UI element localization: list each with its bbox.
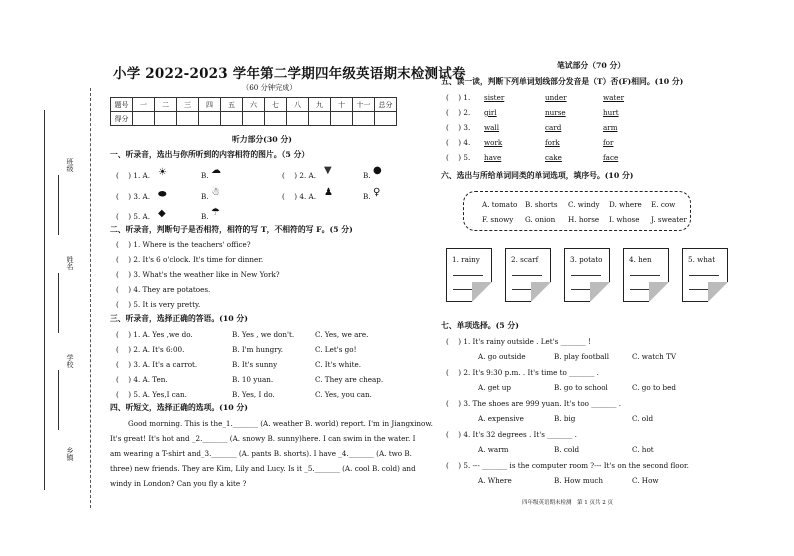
binding-line-inner — [44, 110, 45, 490]
word-card-label: 1. rainy — [452, 255, 480, 264]
word-card — [682, 248, 728, 302]
s3-question[interactable]: ( ) 1. A. Yes ,we do. — [116, 330, 193, 339]
answer-blank[interactable] — [689, 275, 719, 276]
shoes-icon: ◆ — [158, 208, 166, 219]
s5-word: under — [545, 93, 567, 102]
card-fold-corner — [531, 282, 551, 302]
s3-option-c[interactable]: C. They are cheap. — [315, 375, 384, 384]
s5-title: 五、读一读，判断下列单词划线部分发音是（T）否(F)相同。(10 分) — [441, 77, 684, 86]
s5-word: wall — [484, 123, 500, 132]
score-header-cell: 总分 — [375, 98, 397, 112]
exam-title: 小学 2022-2023 学年第二学期四年级英语期末检测试卷 — [113, 66, 466, 82]
s7-question[interactable]: ( ) 1. It's rainy outside . Let's _______ ! — [446, 337, 591, 346]
s7-title: 七、单项选择。(5 分) — [441, 321, 519, 330]
s5-word: face — [603, 153, 619, 162]
page-footer: 四年级英语期末检测 第 1 页共 2 页 — [522, 500, 613, 506]
card-fold-corner — [472, 282, 492, 302]
word-option: D. where — [609, 200, 642, 209]
answer-blank[interactable] — [571, 275, 601, 276]
time-note: （60 分钟完成） — [242, 83, 297, 92]
s4-title: 四、听短文，选择正确的选项。(10 分) — [110, 403, 248, 412]
s4-line-5: windy in London? Can you fly a kite ? — [110, 479, 247, 488]
s3-question[interactable]: ( ) 5. A. Yes,I can. — [116, 390, 187, 399]
s7-question[interactable]: ( ) 2. It's 9:30 p.m. . It's time to _______ . — [446, 368, 599, 377]
sun-icon: ☀ — [158, 167, 167, 178]
word-card — [446, 248, 492, 302]
score-cell[interactable] — [221, 112, 243, 126]
s7-option-c[interactable]: C. How — [632, 476, 659, 485]
umbrella-icon: ☂ — [211, 207, 220, 218]
s7-option-c[interactable]: C. watch TV — [632, 352, 677, 361]
s5-word: girl — [484, 108, 497, 117]
answer-blank[interactable] — [630, 275, 660, 276]
s1-q2-b[interactable]: B. — [363, 171, 371, 180]
score-cell[interactable] — [309, 112, 331, 126]
s3-question[interactable]: ( ) 3. A. It's a carrot. — [116, 360, 198, 369]
snowman-icon: ☃ — [211, 187, 220, 198]
s7-option-b[interactable]: B. go to school — [554, 383, 608, 392]
sweater-icon: ♟ — [324, 187, 333, 198]
s1-q3[interactable]: ( ) 3. A. — [116, 192, 150, 201]
s7-question[interactable]: ( ) 4. It's 32 degrees . It's _______ . — [446, 430, 577, 439]
s5-word: hurt — [603, 108, 619, 117]
s3-option-c[interactable]: C. Yes, you can. — [315, 390, 372, 399]
s7-option-a[interactable]: A. expensive — [478, 414, 524, 423]
s5-word: cake — [545, 153, 562, 162]
s7-option-a[interactable]: A. warm — [478, 445, 509, 454]
s7-option-a[interactable]: A. go outside — [478, 352, 526, 361]
score-cell[interactable] — [353, 112, 375, 126]
s1-q4-b[interactable]: B. — [363, 192, 371, 201]
tomato-icon: ● — [373, 165, 382, 176]
s5-word: work — [484, 138, 503, 147]
s5-word: card — [545, 123, 562, 132]
potato-icon: ⬬ — [158, 189, 167, 200]
score-header-cell: 三 — [177, 98, 199, 112]
s5-word: have — [484, 153, 502, 162]
word-card-label: 5. what — [688, 255, 716, 264]
sidebar-blank-2[interactable] — [58, 273, 60, 333]
word-card — [623, 248, 669, 302]
s5-number[interactable]: ( ) 3. — [446, 123, 471, 132]
carrot-icon: ▼ — [324, 165, 332, 176]
score-header-cell: 十 — [331, 98, 353, 112]
score-header-cell: 五 — [221, 98, 243, 112]
s3-title: 三、听录音，选择正确的答语。(10 分) — [110, 314, 248, 323]
sidebar-name: 姓名 — [66, 256, 74, 270]
word-option: G. onion — [525, 215, 556, 224]
score-header-cell: 九 — [309, 98, 331, 112]
s5-word: for — [603, 138, 614, 147]
score-table — [110, 97, 397, 126]
s2-item-2[interactable]: ( ) 2. It's 6 o'clock. It's time for dinner. — [116, 255, 264, 264]
s1-q1-b[interactable]: B. — [201, 171, 209, 180]
score-cell[interactable] — [155, 112, 177, 126]
sidebar-school: 学校 — [66, 354, 74, 368]
s7-option-c[interactable]: C. old — [632, 414, 654, 423]
dress-icon: ♀ — [373, 187, 381, 198]
s3-option-c[interactable]: C. Let's go! — [315, 345, 357, 354]
s3-question[interactable]: ( ) 4. A. Ten. — [116, 375, 168, 384]
score-cell[interactable] — [265, 112, 287, 126]
score-cell[interactable] — [287, 112, 309, 126]
s1-q4[interactable]: ( ) 4. A. — [282, 192, 316, 201]
s2-title: 二、听录音，判断句子是否相符，相符的写 T，不相符的写 F。(5 分) — [110, 225, 353, 234]
s5-word: nurse — [545, 108, 566, 117]
score-cell[interactable] — [199, 112, 221, 126]
s1-q1[interactable]: ( ) 1. A. — [116, 171, 150, 180]
answer-blank[interactable] — [512, 275, 542, 276]
score-header-cell: 十一 — [353, 98, 375, 112]
s1-q3-b[interactable]: B. — [201, 192, 209, 201]
score-header-cell: 六 — [243, 98, 265, 112]
s5-number[interactable]: ( ) 5. — [446, 153, 471, 162]
s2-item-3[interactable]: ( ) 3. What's the weather like in New York? — [116, 270, 280, 279]
s7-option-a[interactable]: A. Where — [478, 476, 512, 485]
s4-line-3: am wearing a T-shirt and_3._______ (A. pants B. shorts). I have _4._______ (A. two B. — [110, 449, 412, 458]
s7-option-c[interactable]: C. hot — [632, 445, 654, 454]
score-header-cell: 四 — [199, 98, 221, 112]
binding-line — [90, 88, 91, 508]
s1-q5-b[interactable]: B. — [201, 212, 209, 221]
score-cell[interactable] — [177, 112, 199, 126]
s4-line-1: Good morning. This is the_1._______ (A. weather B. world) report. I'm in Jiangxinow. — [128, 419, 433, 428]
word-card — [564, 248, 610, 302]
s5-word: arm — [603, 123, 618, 132]
word-option: A. tomato — [482, 200, 518, 209]
word-option: J. sweater — [651, 215, 687, 224]
score-row-label: 得分 — [111, 112, 133, 126]
s3-option-b[interactable]: B. I'm hungry. — [232, 345, 284, 354]
s6-title: 六、选出与所给单词同类的单词选项，填序号。(10 分) — [441, 171, 634, 180]
score-header-cell: 一 — [133, 98, 155, 112]
s7-option-b[interactable]: B. big — [554, 414, 576, 423]
s5-number[interactable]: ( ) 1. — [446, 93, 471, 102]
s3-option-c[interactable]: C. It's white. — [315, 360, 361, 369]
s5-word: fork — [545, 138, 560, 147]
card-fold-corner — [649, 282, 669, 302]
s3-option-b[interactable]: B. Yes , we don't. — [232, 330, 295, 339]
s7-option-a[interactable]: A. get up — [478, 383, 512, 392]
written-header: 笔试部分（70 分） — [557, 61, 626, 70]
s3-option-b[interactable]: B. Yes, I do. — [232, 390, 275, 399]
answer-blank[interactable] — [453, 275, 483, 276]
word-option: B. shorts — [525, 200, 558, 209]
score-header-cell: 二 — [155, 98, 177, 112]
sidebar-blank-3[interactable] — [58, 370, 60, 430]
score-cell[interactable] — [243, 112, 265, 126]
score-cell[interactable] — [375, 112, 397, 126]
card-fold-corner — [590, 282, 610, 302]
s4-line-4: three) new friends. They are Kim, Lily and Lucy. Is it _5._______ (A. cool B. cold) and — [110, 464, 416, 473]
s7-option-b[interactable]: B. play football — [554, 352, 610, 361]
s3-option-b[interactable]: B. 10 yuan. — [232, 375, 274, 384]
s2-item-4[interactable]: ( ) 4. They are potatoes. — [116, 285, 211, 294]
score-header-cell: 题号 — [111, 98, 133, 112]
s1-q5[interactable]: ( ) 5. A. — [116, 212, 150, 221]
sidebar-blank-1[interactable] — [58, 175, 60, 235]
word-option: C. windy — [568, 200, 600, 209]
sidebar-town: 乡镇 — [66, 447, 74, 461]
s2-item-1[interactable]: ( ) 1. Where is the teachers' office? — [116, 240, 251, 249]
s1-title: 一、听录音，选出与你所听到的内容相符的图片。（5 分） — [110, 150, 310, 159]
s7-option-c[interactable]: C. go to bed — [632, 383, 676, 392]
score-header-cell: 八 — [287, 98, 309, 112]
word-option: E. cow — [651, 200, 676, 209]
s1-q2[interactable]: ( ) 2. A. — [282, 171, 316, 180]
s3-option-b[interactable]: B. It's sunny — [232, 360, 278, 369]
s3-question[interactable]: ( ) 2. A. It's 6:00. — [116, 345, 185, 354]
s4-line-2: It's great! It's hot and _2._______ (A. snowy B. sunny)here. I can swim in the water. I — [110, 434, 416, 443]
s2-item-5[interactable]: ( ) 5. It is very pretty. — [116, 300, 201, 309]
s7-option-b[interactable]: B. How much — [554, 476, 603, 485]
s5-number[interactable]: ( ) 2. — [446, 108, 471, 117]
s7-question[interactable]: ( ) 5. --- _______ is the computer room ?--- It's on the second floor. — [446, 461, 689, 470]
word-option: I. whose — [609, 215, 640, 224]
word-options-box — [463, 191, 691, 231]
s7-option-b[interactable]: B. cold — [554, 445, 580, 454]
word-card-label: 3. potato — [570, 255, 603, 264]
word-option: F. snowy — [482, 215, 514, 224]
s3-option-c[interactable]: C. Yes, we are. — [315, 330, 369, 339]
word-card-label: 2. scarf — [511, 255, 539, 264]
s5-word: water — [603, 93, 625, 102]
word-option: H. horse — [568, 215, 600, 224]
s5-number[interactable]: ( ) 4. — [446, 138, 471, 147]
score-cell[interactable] — [133, 112, 155, 126]
card-fold-corner — [708, 282, 728, 302]
s5-word: sister — [484, 93, 505, 102]
sidebar-class: 班级 — [66, 158, 74, 172]
word-card-label: 4. hen — [629, 255, 652, 264]
score-cell[interactable] — [331, 112, 353, 126]
word-card — [505, 248, 551, 302]
score-header-cell: 七 — [265, 98, 287, 112]
listening-header: 听力部分(30 分) — [232, 135, 292, 144]
s7-question[interactable]: ( ) 3. The shoes are 999 yuan. It's too _______ . — [446, 399, 622, 408]
rain-cloud-icon: ☁ — [211, 165, 221, 176]
